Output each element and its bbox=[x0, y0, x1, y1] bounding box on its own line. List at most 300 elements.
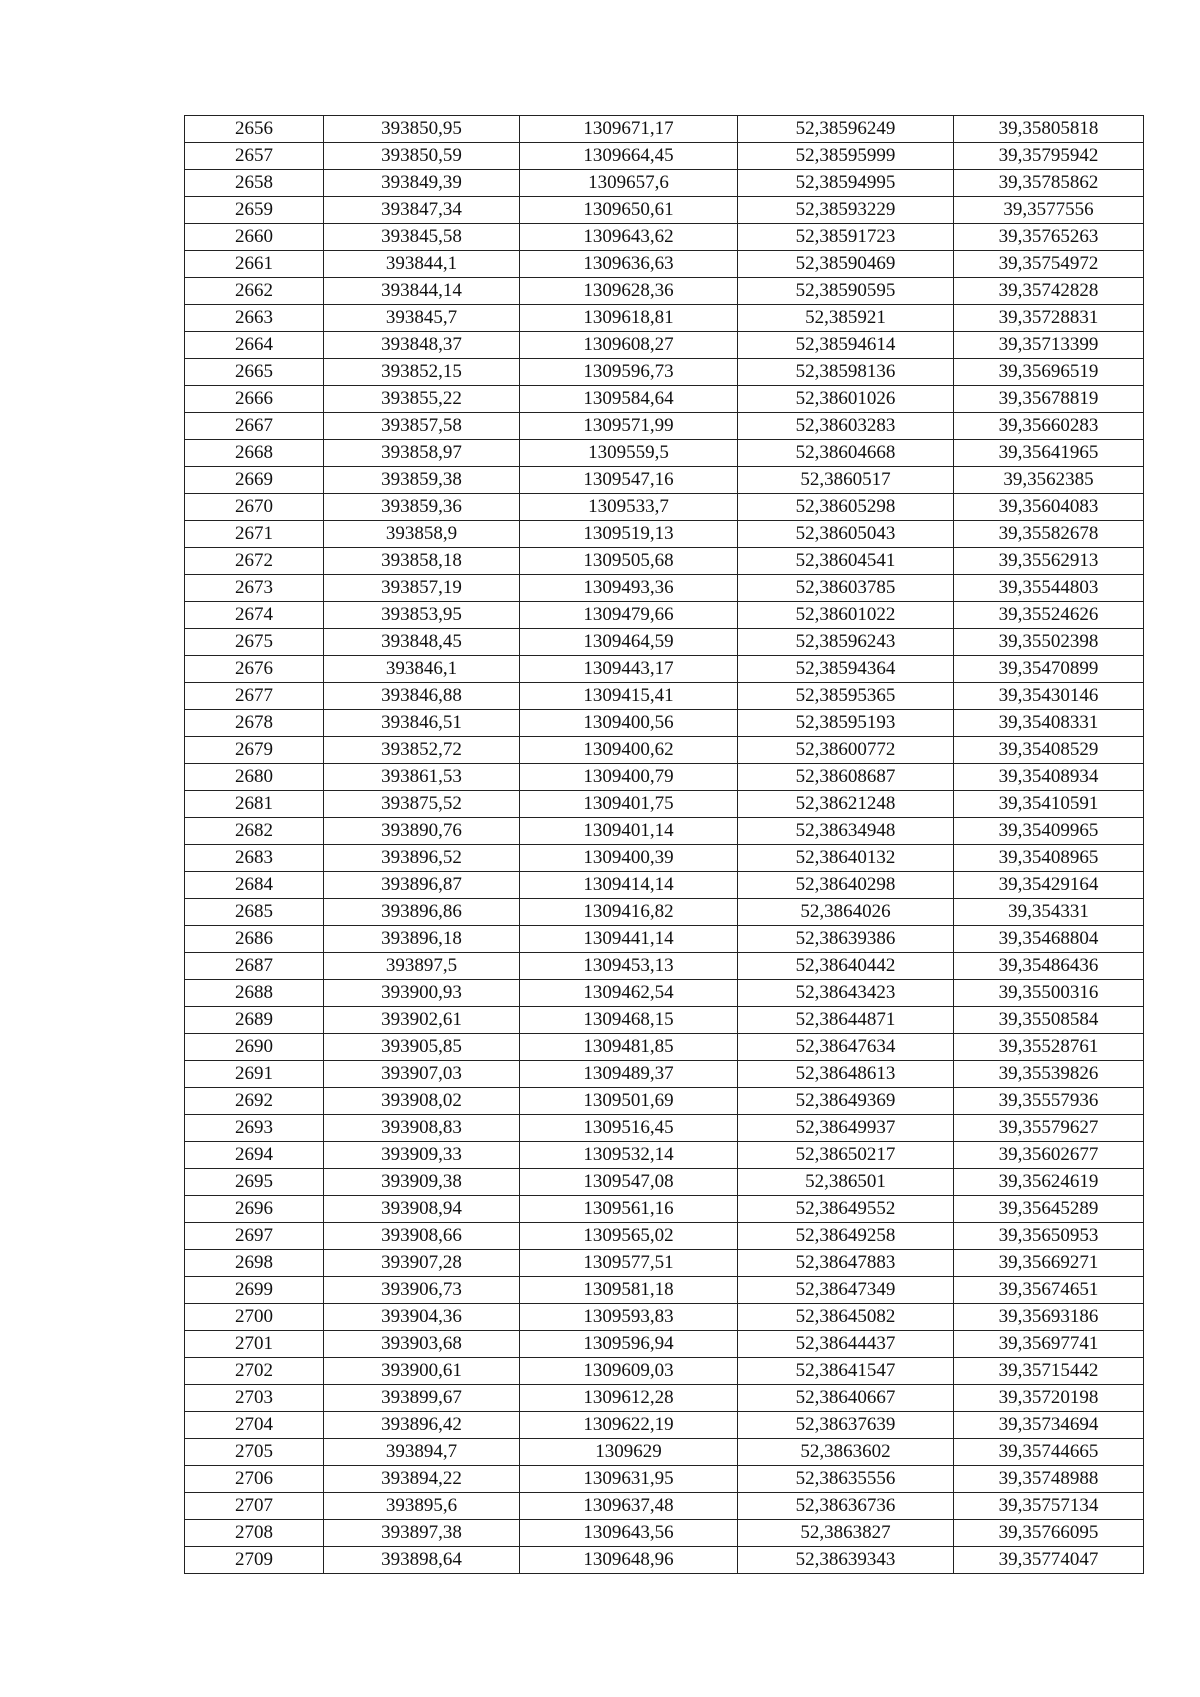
table-row bbox=[185, 1412, 1144, 1439]
y-coordinate-cell: 1309631,95 bbox=[520, 1466, 738, 1493]
table-row bbox=[185, 1277, 1144, 1304]
table-row bbox=[185, 251, 1144, 278]
table-row bbox=[185, 197, 1144, 224]
latitude-cell: 52,38598136 bbox=[738, 359, 954, 386]
latitude-cell: 52,38591723 bbox=[738, 224, 954, 251]
point-number-cell: 2683 bbox=[185, 845, 324, 872]
table-row bbox=[185, 1520, 1144, 1547]
y-coordinate-cell: 1309618,81 bbox=[520, 305, 738, 332]
x-coordinate-cell: 393895,6 bbox=[324, 1493, 520, 1520]
y-coordinate-cell: 1309516,45 bbox=[520, 1115, 738, 1142]
longitude-cell: 39,35502398 bbox=[954, 629, 1144, 656]
longitude-cell: 39,35624619 bbox=[954, 1169, 1144, 1196]
y-coordinate-cell: 1309479,66 bbox=[520, 602, 738, 629]
longitude-cell: 39,35641965 bbox=[954, 440, 1144, 467]
longitude-cell: 39,35728831 bbox=[954, 305, 1144, 332]
longitude-cell: 39,35500316 bbox=[954, 980, 1144, 1007]
latitude-cell: 52,38590595 bbox=[738, 278, 954, 305]
y-coordinate-cell: 1309596,94 bbox=[520, 1331, 738, 1358]
point-number-cell: 2689 bbox=[185, 1007, 324, 1034]
table-row bbox=[185, 386, 1144, 413]
point-number-cell: 2706 bbox=[185, 1466, 324, 1493]
point-number-cell: 2668 bbox=[185, 440, 324, 467]
longitude-cell: 39,35754972 bbox=[954, 251, 1144, 278]
table-row bbox=[185, 1223, 1144, 1250]
table-row bbox=[185, 1385, 1144, 1412]
x-coordinate-cell: 393906,73 bbox=[324, 1277, 520, 1304]
y-coordinate-cell: 1309489,37 bbox=[520, 1061, 738, 1088]
point-number-cell: 2688 bbox=[185, 980, 324, 1007]
table-row bbox=[185, 1061, 1144, 1088]
latitude-cell: 52,38595193 bbox=[738, 710, 954, 737]
y-coordinate-cell: 1309400,62 bbox=[520, 737, 738, 764]
table-row bbox=[185, 575, 1144, 602]
table-row bbox=[185, 602, 1144, 629]
y-coordinate-cell: 1309608,27 bbox=[520, 332, 738, 359]
y-coordinate-cell: 1309414,14 bbox=[520, 872, 738, 899]
point-number-cell: 2657 bbox=[185, 143, 324, 170]
longitude-cell: 39,35408331 bbox=[954, 710, 1144, 737]
x-coordinate-cell: 393858,18 bbox=[324, 548, 520, 575]
point-number-cell: 2672 bbox=[185, 548, 324, 575]
longitude-cell: 39,35468804 bbox=[954, 926, 1144, 953]
x-coordinate-cell: 393846,88 bbox=[324, 683, 520, 710]
point-number-cell: 2661 bbox=[185, 251, 324, 278]
x-coordinate-cell: 393849,39 bbox=[324, 170, 520, 197]
y-coordinate-cell: 1309637,48 bbox=[520, 1493, 738, 1520]
x-coordinate-cell: 393858,97 bbox=[324, 440, 520, 467]
y-coordinate-cell: 1309400,56 bbox=[520, 710, 738, 737]
point-number-cell: 2679 bbox=[185, 737, 324, 764]
x-coordinate-cell: 393848,37 bbox=[324, 332, 520, 359]
y-coordinate-cell: 1309441,14 bbox=[520, 926, 738, 953]
longitude-cell: 39,35660283 bbox=[954, 413, 1144, 440]
point-number-cell: 2684 bbox=[185, 872, 324, 899]
longitude-cell: 39,35765263 bbox=[954, 224, 1144, 251]
point-number-cell: 2670 bbox=[185, 494, 324, 521]
y-coordinate-cell: 1309581,18 bbox=[520, 1277, 738, 1304]
point-number-cell: 2678 bbox=[185, 710, 324, 737]
longitude-cell: 39,35408965 bbox=[954, 845, 1144, 872]
y-coordinate-cell: 1309628,36 bbox=[520, 278, 738, 305]
y-coordinate-cell: 1309609,03 bbox=[520, 1358, 738, 1385]
table-row bbox=[185, 1331, 1144, 1358]
latitude-cell: 52,38634948 bbox=[738, 818, 954, 845]
latitude-cell: 52,38640132 bbox=[738, 845, 954, 872]
latitude-cell: 52,38647883 bbox=[738, 1250, 954, 1277]
x-coordinate-cell: 393896,87 bbox=[324, 872, 520, 899]
x-coordinate-cell: 393897,38 bbox=[324, 1520, 520, 1547]
latitude-cell: 52,3863827 bbox=[738, 1520, 954, 1547]
latitude-cell: 52,38593229 bbox=[738, 197, 954, 224]
y-coordinate-cell: 1309612,28 bbox=[520, 1385, 738, 1412]
point-number-cell: 2694 bbox=[185, 1142, 324, 1169]
table-row bbox=[185, 764, 1144, 791]
latitude-cell: 52,38639386 bbox=[738, 926, 954, 953]
table-row bbox=[185, 278, 1144, 305]
x-coordinate-cell: 393905,85 bbox=[324, 1034, 520, 1061]
y-coordinate-cell: 1309547,16 bbox=[520, 467, 738, 494]
latitude-cell: 52,385921 bbox=[738, 305, 954, 332]
table-row bbox=[185, 926, 1144, 953]
y-coordinate-cell: 1309577,51 bbox=[520, 1250, 738, 1277]
latitude-cell: 52,38603283 bbox=[738, 413, 954, 440]
y-coordinate-cell: 1309505,68 bbox=[520, 548, 738, 575]
longitude-cell: 39,35430146 bbox=[954, 683, 1144, 710]
point-number-cell: 2663 bbox=[185, 305, 324, 332]
table-row bbox=[185, 899, 1144, 926]
x-coordinate-cell: 393852,15 bbox=[324, 359, 520, 386]
x-coordinate-cell: 393909,33 bbox=[324, 1142, 520, 1169]
x-coordinate-cell: 393850,59 bbox=[324, 143, 520, 170]
table-row bbox=[185, 332, 1144, 359]
y-coordinate-cell: 1309532,14 bbox=[520, 1142, 738, 1169]
longitude-cell: 39,35508584 bbox=[954, 1007, 1144, 1034]
longitude-cell: 39,35408934 bbox=[954, 764, 1144, 791]
point-number-cell: 2700 bbox=[185, 1304, 324, 1331]
x-coordinate-cell: 393907,28 bbox=[324, 1250, 520, 1277]
y-coordinate-cell: 1309547,08 bbox=[520, 1169, 738, 1196]
longitude-cell: 39,35715442 bbox=[954, 1358, 1144, 1385]
point-number-cell: 2703 bbox=[185, 1385, 324, 1412]
longitude-cell: 39,354331 bbox=[954, 899, 1144, 926]
x-coordinate-cell: 393844,14 bbox=[324, 278, 520, 305]
latitude-cell: 52,38595999 bbox=[738, 143, 954, 170]
latitude-cell: 52,38604541 bbox=[738, 548, 954, 575]
point-number-cell: 2709 bbox=[185, 1547, 324, 1574]
latitude-cell: 52,38621248 bbox=[738, 791, 954, 818]
table-row bbox=[185, 494, 1144, 521]
point-number-cell: 2681 bbox=[185, 791, 324, 818]
y-coordinate-cell: 1309629 bbox=[520, 1439, 738, 1466]
longitude-cell: 39,35785862 bbox=[954, 170, 1144, 197]
point-number-cell: 2707 bbox=[185, 1493, 324, 1520]
y-coordinate-cell: 1309596,73 bbox=[520, 359, 738, 386]
y-coordinate-cell: 1309584,64 bbox=[520, 386, 738, 413]
longitude-cell: 39,35645289 bbox=[954, 1196, 1144, 1223]
x-coordinate-cell: 393894,7 bbox=[324, 1439, 520, 1466]
x-coordinate-cell: 393850,95 bbox=[324, 116, 520, 143]
point-number-cell: 2658 bbox=[185, 170, 324, 197]
y-coordinate-cell: 1309453,13 bbox=[520, 953, 738, 980]
latitude-cell: 52,38641547 bbox=[738, 1358, 954, 1385]
table-row bbox=[185, 1169, 1144, 1196]
table-row bbox=[185, 1439, 1144, 1466]
x-coordinate-cell: 393908,83 bbox=[324, 1115, 520, 1142]
longitude-cell: 39,35713399 bbox=[954, 332, 1144, 359]
table-row bbox=[185, 683, 1144, 710]
latitude-cell: 52,38637639 bbox=[738, 1412, 954, 1439]
longitude-cell: 39,35696519 bbox=[954, 359, 1144, 386]
latitude-cell: 52,3864026 bbox=[738, 899, 954, 926]
latitude-cell: 52,38639343 bbox=[738, 1547, 954, 1574]
table-row bbox=[185, 224, 1144, 251]
point-number-cell: 2656 bbox=[185, 116, 324, 143]
x-coordinate-cell: 393857,19 bbox=[324, 575, 520, 602]
longitude-cell: 39,35409965 bbox=[954, 818, 1144, 845]
y-coordinate-cell: 1309636,63 bbox=[520, 251, 738, 278]
longitude-cell: 39,35744665 bbox=[954, 1439, 1144, 1466]
x-coordinate-cell: 393898,64 bbox=[324, 1547, 520, 1574]
table-row bbox=[185, 1196, 1144, 1223]
x-coordinate-cell: 393845,58 bbox=[324, 224, 520, 251]
table-row bbox=[185, 1493, 1144, 1520]
table-row bbox=[185, 305, 1144, 332]
longitude-cell: 39,35524626 bbox=[954, 602, 1144, 629]
x-coordinate-cell: 393900,93 bbox=[324, 980, 520, 1007]
latitude-cell: 52,38640667 bbox=[738, 1385, 954, 1412]
latitude-cell: 52,38644437 bbox=[738, 1331, 954, 1358]
point-number-cell: 2697 bbox=[185, 1223, 324, 1250]
latitude-cell: 52,38650217 bbox=[738, 1142, 954, 1169]
latitude-cell: 52,38645082 bbox=[738, 1304, 954, 1331]
x-coordinate-cell: 393894,22 bbox=[324, 1466, 520, 1493]
table-row bbox=[185, 170, 1144, 197]
latitude-cell: 52,38644871 bbox=[738, 1007, 954, 1034]
longitude-cell: 39,35766095 bbox=[954, 1520, 1144, 1547]
table-row bbox=[185, 629, 1144, 656]
longitude-cell: 39,35795942 bbox=[954, 143, 1144, 170]
point-number-cell: 2682 bbox=[185, 818, 324, 845]
x-coordinate-cell: 393857,58 bbox=[324, 413, 520, 440]
longitude-cell: 39,35748988 bbox=[954, 1466, 1144, 1493]
y-coordinate-cell: 1309593,83 bbox=[520, 1304, 738, 1331]
longitude-cell: 39,35470899 bbox=[954, 656, 1144, 683]
x-coordinate-cell: 393896,86 bbox=[324, 899, 520, 926]
latitude-cell: 52,38640442 bbox=[738, 953, 954, 980]
y-coordinate-cell: 1309561,16 bbox=[520, 1196, 738, 1223]
latitude-cell: 52,3863602 bbox=[738, 1439, 954, 1466]
x-coordinate-cell: 393846,51 bbox=[324, 710, 520, 737]
longitude-cell: 39,35805818 bbox=[954, 116, 1144, 143]
y-coordinate-cell: 1309401,14 bbox=[520, 818, 738, 845]
latitude-cell: 52,38635556 bbox=[738, 1466, 954, 1493]
x-coordinate-cell: 393897,5 bbox=[324, 953, 520, 980]
point-number-cell: 2702 bbox=[185, 1358, 324, 1385]
latitude-cell: 52,38649258 bbox=[738, 1223, 954, 1250]
x-coordinate-cell: 393890,76 bbox=[324, 818, 520, 845]
x-coordinate-cell: 393858,9 bbox=[324, 521, 520, 548]
longitude-cell: 39,35602677 bbox=[954, 1142, 1144, 1169]
y-coordinate-cell: 1309559,5 bbox=[520, 440, 738, 467]
x-coordinate-cell: 393848,45 bbox=[324, 629, 520, 656]
table-row bbox=[185, 953, 1144, 980]
y-coordinate-cell: 1309657,6 bbox=[520, 170, 738, 197]
y-coordinate-cell: 1309481,85 bbox=[520, 1034, 738, 1061]
y-coordinate-cell: 1309643,62 bbox=[520, 224, 738, 251]
table-row bbox=[185, 1034, 1144, 1061]
point-number-cell: 2693 bbox=[185, 1115, 324, 1142]
longitude-cell: 39,35650953 bbox=[954, 1223, 1144, 1250]
point-number-cell: 2675 bbox=[185, 629, 324, 656]
table-row bbox=[185, 467, 1144, 494]
point-number-cell: 2680 bbox=[185, 764, 324, 791]
point-number-cell: 2698 bbox=[185, 1250, 324, 1277]
table-row bbox=[185, 413, 1144, 440]
latitude-cell: 52,38594995 bbox=[738, 170, 954, 197]
longitude-cell: 39,35678819 bbox=[954, 386, 1144, 413]
point-number-cell: 2669 bbox=[185, 467, 324, 494]
latitude-cell: 52,38605043 bbox=[738, 521, 954, 548]
point-number-cell: 2665 bbox=[185, 359, 324, 386]
table-row bbox=[185, 656, 1144, 683]
point-number-cell: 2701 bbox=[185, 1331, 324, 1358]
longitude-cell: 39,35562913 bbox=[954, 548, 1144, 575]
table-row bbox=[185, 1547, 1144, 1574]
point-number-cell: 2667 bbox=[185, 413, 324, 440]
x-coordinate-cell: 393908,02 bbox=[324, 1088, 520, 1115]
latitude-cell: 52,38596243 bbox=[738, 629, 954, 656]
latitude-cell: 52,38600772 bbox=[738, 737, 954, 764]
x-coordinate-cell: 393844,1 bbox=[324, 251, 520, 278]
longitude-cell: 39,35539826 bbox=[954, 1061, 1144, 1088]
y-coordinate-cell: 1309643,56 bbox=[520, 1520, 738, 1547]
latitude-cell: 52,38595365 bbox=[738, 683, 954, 710]
y-coordinate-cell: 1309493,36 bbox=[520, 575, 738, 602]
x-coordinate-cell: 393855,22 bbox=[324, 386, 520, 413]
point-number-cell: 2662 bbox=[185, 278, 324, 305]
table-row bbox=[185, 1466, 1144, 1493]
longitude-cell: 39,35544803 bbox=[954, 575, 1144, 602]
point-number-cell: 2676 bbox=[185, 656, 324, 683]
latitude-cell: 52,38648613 bbox=[738, 1061, 954, 1088]
point-number-cell: 2677 bbox=[185, 683, 324, 710]
table-row bbox=[185, 1088, 1144, 1115]
x-coordinate-cell: 393875,52 bbox=[324, 791, 520, 818]
y-coordinate-cell: 1309648,96 bbox=[520, 1547, 738, 1574]
y-coordinate-cell: 1309415,41 bbox=[520, 683, 738, 710]
x-coordinate-cell: 393852,72 bbox=[324, 737, 520, 764]
point-number-cell: 2666 bbox=[185, 386, 324, 413]
latitude-cell: 52,386501 bbox=[738, 1169, 954, 1196]
table-row bbox=[185, 1250, 1144, 1277]
x-coordinate-cell: 393845,7 bbox=[324, 305, 520, 332]
x-coordinate-cell: 393859,38 bbox=[324, 467, 520, 494]
table-row bbox=[185, 1115, 1144, 1142]
point-number-cell: 2691 bbox=[185, 1061, 324, 1088]
longitude-cell: 39,35528761 bbox=[954, 1034, 1144, 1061]
longitude-cell: 39,35757134 bbox=[954, 1493, 1144, 1520]
latitude-cell: 52,38601026 bbox=[738, 386, 954, 413]
table-row bbox=[185, 791, 1144, 818]
longitude-cell: 39,35669271 bbox=[954, 1250, 1144, 1277]
longitude-cell: 39,35410591 bbox=[954, 791, 1144, 818]
table-row bbox=[185, 737, 1144, 764]
latitude-cell: 52,38601022 bbox=[738, 602, 954, 629]
y-coordinate-cell: 1309533,7 bbox=[520, 494, 738, 521]
coordinate-table-body bbox=[185, 116, 1144, 1574]
x-coordinate-cell: 393847,34 bbox=[324, 197, 520, 224]
y-coordinate-cell: 1309571,99 bbox=[520, 413, 738, 440]
y-coordinate-cell: 1309401,75 bbox=[520, 791, 738, 818]
table-row bbox=[185, 710, 1144, 737]
table-row bbox=[185, 440, 1144, 467]
y-coordinate-cell: 1309468,15 bbox=[520, 1007, 738, 1034]
latitude-cell: 52,38649552 bbox=[738, 1196, 954, 1223]
table-row bbox=[185, 521, 1144, 548]
y-coordinate-cell: 1309622,19 bbox=[520, 1412, 738, 1439]
y-coordinate-cell: 1309416,82 bbox=[520, 899, 738, 926]
x-coordinate-cell: 393908,66 bbox=[324, 1223, 520, 1250]
table-row bbox=[185, 872, 1144, 899]
point-number-cell: 2692 bbox=[185, 1088, 324, 1115]
x-coordinate-cell: 393903,68 bbox=[324, 1331, 520, 1358]
point-number-cell: 2696 bbox=[185, 1196, 324, 1223]
longitude-cell: 39,3562385 bbox=[954, 467, 1144, 494]
point-number-cell: 2685 bbox=[185, 899, 324, 926]
x-coordinate-cell: 393904,36 bbox=[324, 1304, 520, 1331]
point-number-cell: 2660 bbox=[185, 224, 324, 251]
x-coordinate-cell: 393899,67 bbox=[324, 1385, 520, 1412]
longitude-cell: 39,35674651 bbox=[954, 1277, 1144, 1304]
point-number-cell: 2695 bbox=[185, 1169, 324, 1196]
latitude-cell: 52,38608687 bbox=[738, 764, 954, 791]
x-coordinate-cell: 393896,42 bbox=[324, 1412, 520, 1439]
longitude-cell: 39,35604083 bbox=[954, 494, 1144, 521]
longitude-cell: 39,35697741 bbox=[954, 1331, 1144, 1358]
longitude-cell: 39,35486436 bbox=[954, 953, 1144, 980]
table-row bbox=[185, 359, 1144, 386]
latitude-cell: 52,38603785 bbox=[738, 575, 954, 602]
latitude-cell: 52,38649369 bbox=[738, 1088, 954, 1115]
longitude-cell: 39,3577556 bbox=[954, 197, 1144, 224]
latitude-cell: 52,38605298 bbox=[738, 494, 954, 521]
point-number-cell: 2659 bbox=[185, 197, 324, 224]
longitude-cell: 39,35557936 bbox=[954, 1088, 1144, 1115]
x-coordinate-cell: 393909,38 bbox=[324, 1169, 520, 1196]
table-row bbox=[185, 845, 1144, 872]
longitude-cell: 39,35429164 bbox=[954, 872, 1144, 899]
x-coordinate-cell: 393896,52 bbox=[324, 845, 520, 872]
y-coordinate-cell: 1309501,69 bbox=[520, 1088, 738, 1115]
latitude-cell: 52,38649937 bbox=[738, 1115, 954, 1142]
x-coordinate-cell: 393859,36 bbox=[324, 494, 520, 521]
latitude-cell: 52,38594614 bbox=[738, 332, 954, 359]
latitude-cell: 52,38636736 bbox=[738, 1493, 954, 1520]
longitude-cell: 39,35408529 bbox=[954, 737, 1144, 764]
y-coordinate-cell: 1309464,59 bbox=[520, 629, 738, 656]
y-coordinate-cell: 1309400,39 bbox=[520, 845, 738, 872]
x-coordinate-cell: 393853,95 bbox=[324, 602, 520, 629]
point-number-cell: 2664 bbox=[185, 332, 324, 359]
y-coordinate-cell: 1309462,54 bbox=[520, 980, 738, 1007]
table-row bbox=[185, 143, 1144, 170]
x-coordinate-cell: 393908,94 bbox=[324, 1196, 520, 1223]
longitude-cell: 39,35734694 bbox=[954, 1412, 1144, 1439]
table-row bbox=[185, 818, 1144, 845]
latitude-cell: 52,38647349 bbox=[738, 1277, 954, 1304]
point-number-cell: 2687 bbox=[185, 953, 324, 980]
table-row bbox=[185, 548, 1144, 575]
latitude-cell: 52,38590469 bbox=[738, 251, 954, 278]
table-row bbox=[185, 116, 1144, 143]
point-number-cell: 2673 bbox=[185, 575, 324, 602]
latitude-cell: 52,38640298 bbox=[738, 872, 954, 899]
point-number-cell: 2690 bbox=[185, 1034, 324, 1061]
point-number-cell: 2704 bbox=[185, 1412, 324, 1439]
point-number-cell: 2699 bbox=[185, 1277, 324, 1304]
x-coordinate-cell: 393861,53 bbox=[324, 764, 520, 791]
y-coordinate-cell: 1309650,61 bbox=[520, 197, 738, 224]
longitude-cell: 39,35742828 bbox=[954, 278, 1144, 305]
point-number-cell: 2705 bbox=[185, 1439, 324, 1466]
point-number-cell: 2686 bbox=[185, 926, 324, 953]
latitude-cell: 52,38596249 bbox=[738, 116, 954, 143]
x-coordinate-cell: 393902,61 bbox=[324, 1007, 520, 1034]
latitude-cell: 52,38643423 bbox=[738, 980, 954, 1007]
longitude-cell: 39,35774047 bbox=[954, 1547, 1144, 1574]
table-row bbox=[185, 1142, 1144, 1169]
